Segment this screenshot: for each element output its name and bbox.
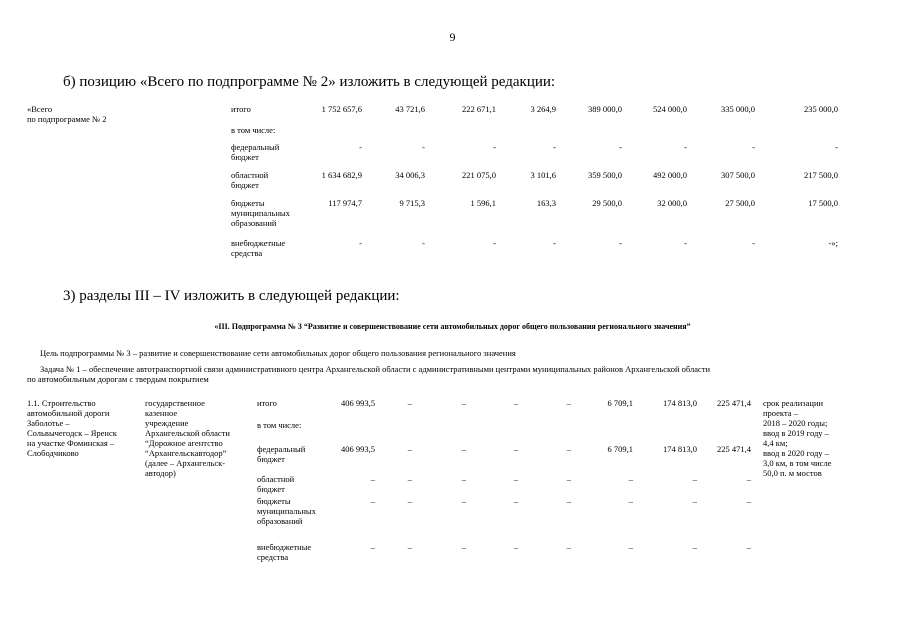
project-row-label: бюджеты муниципальных образований [257,496,316,526]
project-cell: – [370,542,375,552]
subprogram2-row-label: итого [231,104,251,114]
project-cell: – [566,496,571,506]
project-cell: – [513,496,518,506]
subprogram2-cell: 217 500,0 [804,170,838,180]
project-row-label: в том числе: [257,420,302,430]
subprogram2-cell: 27 500,0 [725,198,755,208]
subprogram2-cell: 307 500,0 [721,170,755,180]
subprogram2-cell: 1 752 657,6 [321,104,362,114]
subprogram2-cell: - [422,238,425,248]
subprogram2-cell: 1 634 682,9 [321,170,362,180]
subprogram2-cell: 524 000,0 [653,104,687,114]
subprogram2-cell: 221 075,0 [462,170,496,180]
project-cell: 6 709,1 [607,444,633,454]
subprogram2-cell: 389 000,0 [588,104,622,114]
subprogram2-cell: 9 715,3 [399,198,425,208]
project-cell: – [461,542,466,552]
subprogram2-cell: - [553,238,556,248]
subprogram2-row-label: областной бюджет [231,170,269,190]
project-cell: – [566,444,571,454]
section3-title: «III. Подпрограмма № 3 “Развитие и совершенствование сети автомобильных дорог общего пользования регионального значения” [214,322,691,331]
subprogram2-cell: - [752,142,755,152]
project-cell: 174 813,0 [663,444,697,454]
subprogram2-cell: 117 974,7 [328,198,362,208]
project-cell: – [566,398,571,408]
subprogram2-cell: 1 596,1 [470,198,496,208]
subprogram2-cell: - [422,142,425,152]
project-row-label: внебюджетные средства [257,542,312,562]
project-cell: – [692,474,697,484]
project-name: 1.1. Строительство автомобильной дороги Заболотье – Сольвычегодск – Яренск на участке Фоминская – Слободчиково [27,398,117,458]
project-cell: – [566,474,571,484]
project-cell: – [407,496,412,506]
subprogram2-label: «Всего по подпрограмме № 2 [27,104,107,124]
project-cell: – [461,444,466,454]
subprogram2-cell: - [684,142,687,152]
subprogram2-cell: 32 000,0 [657,198,687,208]
project-cell: – [692,542,697,552]
project-cell: – [407,444,412,454]
project-cell: – [407,542,412,552]
project-cell: – [692,496,697,506]
project-cell: – [370,474,375,484]
project-cell: – [566,542,571,552]
project-note: срок реализации проекта – 2018 – 2020 годы; ввод в 2019 году – 4,4 км; ввод в 2020 году – 3,0 км, в том числе 50,0 п. м мостов [763,398,832,478]
project-cell: – [746,496,751,506]
subprogram2-cell: - [752,238,755,248]
subprogram2-row-label: внебюджетные средства [231,238,286,258]
project-cell: – [461,496,466,506]
subprogram2-cell: -»; [828,238,838,248]
subprogram2-cell: 3 101,6 [530,170,556,180]
subprogram2-cell: 17 500,0 [808,198,838,208]
subprogram2-cell: - [359,238,362,248]
subprogram2-cell: - [619,238,622,248]
subprogram2-cell: 222 671,1 [462,104,496,114]
project-cell: – [407,474,412,484]
subprogram2-cell: - [493,142,496,152]
subprogram2-cell: - [359,142,362,152]
item-3-heading: 3) разделы III – IV изложить в следующей редакции: [63,288,400,304]
project-cell: – [407,398,412,408]
subprogram2-cell: 359 500,0 [588,170,622,180]
project-cell: – [513,474,518,484]
subprogram2-cell: 235 000,0 [804,104,838,114]
page-number: 9 [449,30,456,44]
project-executor: государственное казенное учреждение Архангельской области “Дорожное агентство “Архангельскавтодор” (далее – Архангельск- автодор) [145,398,230,478]
subprogram2-cell: 43 721,6 [395,104,425,114]
project-cell: – [746,474,751,484]
project-cell: – [461,398,466,408]
subprogram2-row-label: в том числе: [231,125,276,135]
project-row-label: итого [257,398,277,408]
subprogram2-cell: - [835,142,838,152]
subprogram2-cell: 34 006,3 [395,170,425,180]
item-b-heading: б) позицию «Всего по подпрограмме № 2» изложить в следующей редакции: [63,74,556,90]
task-text: Задача № 1 – обеспечение автотранспортной связи административного центра Архангельской области с административными центрами муниципальных районов Архангельской области по автомобильным дорогам с твердым покрытием [27,364,711,384]
subprogram2-cell: - [493,238,496,248]
project-cell: – [746,542,751,552]
subprogram2-cell: 3 264,9 [530,104,556,114]
project-cell: – [628,474,633,484]
project-cell: 406 993,5 [341,444,375,454]
project-cell: – [628,542,633,552]
project-cell: 225 471,4 [717,398,751,408]
project-cell: 174 813,0 [663,398,697,408]
subprogram2-cell: - [684,238,687,248]
subprogram2-cell: - [619,142,622,152]
subprogram2-row-label: бюджеты муниципальных образований [231,198,290,228]
project-cell: 225 471,4 [717,444,751,454]
subprogram2-cell: 29 500,0 [592,198,622,208]
project-row-label: областной бюджет [257,474,295,494]
project-cell: – [628,496,633,506]
goal-text: Цель подпрограммы № 3 – развитие и совершенствование сети автомобильных дорог общего пользования регионального значения [40,348,516,358]
project-cell: – [513,398,518,408]
project-cell: – [461,474,466,484]
project-cell: 406 993,5 [341,398,375,408]
subprogram2-cell: 335 000,0 [721,104,755,114]
subprogram2-cell: 492 000,0 [653,170,687,180]
subprogram2-cell: 163,3 [536,198,556,208]
project-row-label: федеральный бюджет [257,444,306,464]
project-cell: – [513,444,518,454]
project-cell: 6 709,1 [607,398,633,408]
subprogram2-cell: - [553,142,556,152]
subprogram2-row-label: федеральный бюджет [231,142,280,162]
project-cell: – [370,496,375,506]
project-cell: – [513,542,518,552]
